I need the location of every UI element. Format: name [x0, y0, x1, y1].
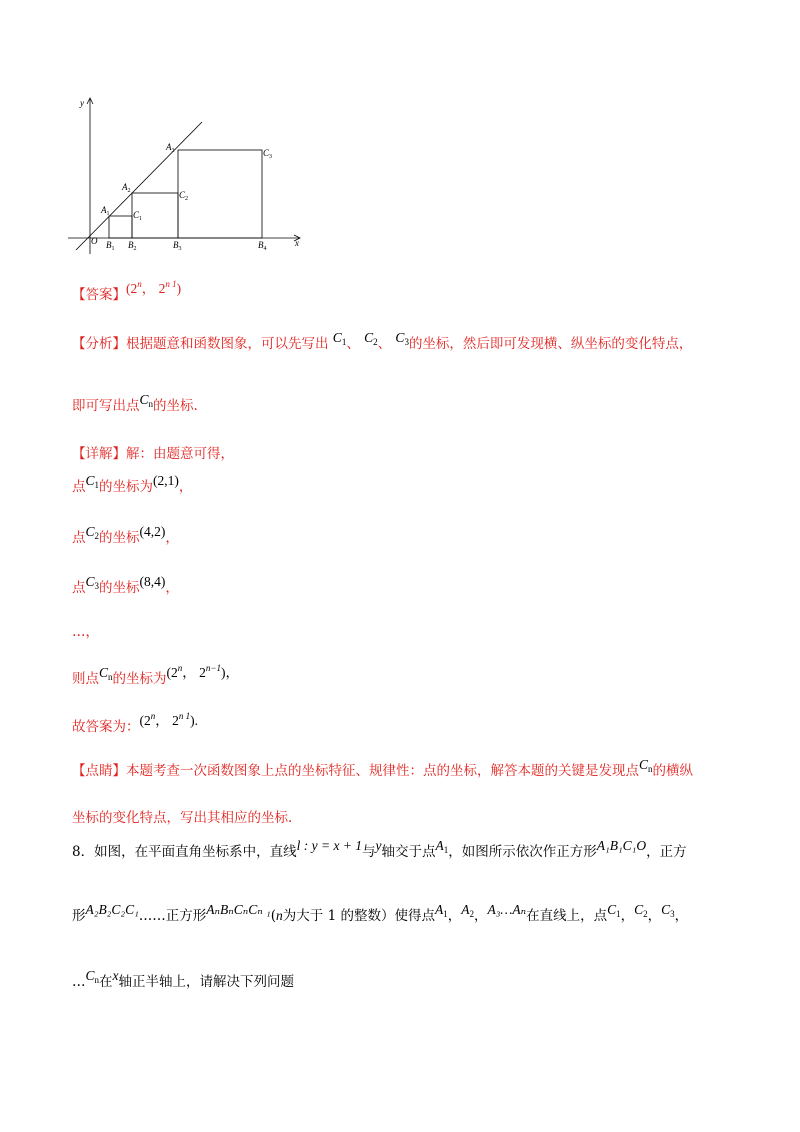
detail-line-answer: 故答案为：(2$^n$， $2^{n 1}$). [72, 711, 198, 735]
detail-line-cn: 则点$C_n$的坐标为(2$^n$， $2^{n-1}$)， [72, 663, 239, 687]
coordinate-figure [68, 92, 308, 262]
detail-line-c1: 点$C_1$的坐标为(2,1)， [72, 473, 193, 495]
label-A1: $A_1$ [101, 205, 110, 217]
axis-label-y: y [80, 98, 84, 108]
analysis-line-2: 即可写出点$C_n$的坐标. [72, 392, 198, 414]
square-1 [109, 216, 132, 238]
label-C2: $C_2$ [179, 190, 189, 202]
label-B2: $B_2$ [128, 240, 137, 252]
label-B4: $B_4$ [258, 240, 267, 252]
detail-line-c2: 点$C_2$的坐标(4,2)， [72, 524, 179, 546]
label-B3: $B_3$ [173, 240, 182, 252]
label-C1: $C_1$ [133, 210, 143, 222]
label-A3: $A_3$ [166, 142, 175, 154]
comment-line-1: 【点睛】本题考查一次函数图象上点的坐标特征、规律性：点的坐标，解答本题的关键是发现点$C_n$的横纵 [72, 757, 694, 779]
point-C3: $C_3$ [395, 330, 409, 347]
analysis-label: 【分析】 [72, 336, 126, 352]
label-B1: $B_1$ [106, 240, 115, 252]
answer-label: 【答案】 [72, 287, 126, 303]
analysis-line-1: 【分析】根据题意和函数图象，可以先写出 $C_1$、 $C_2$、 $C_3$的坐标，然后即可发现横、纵坐标的变化特点， [72, 330, 693, 352]
detail-line-ellipsis: …， [72, 624, 99, 640]
comment-label: 【点睛】 [72, 763, 126, 779]
label-C3: $C_3$ [263, 148, 273, 160]
line-equation: l : y = x + 1 [296, 838, 363, 853]
detail-label: 【详解】 [72, 446, 126, 462]
point-C2: $C_2$ [364, 330, 378, 347]
answer-value: (2$^n$， $2^{n 1}$) [126, 279, 182, 296]
origin-label: O [91, 236, 98, 246]
square-3 [178, 150, 262, 238]
point-C1: $C_1$ [332, 330, 347, 347]
problem8-line-3: $\dots C_n$在x轴正半轴上，请解决下列问题 [72, 968, 295, 990]
point-Cn: $C_n$ [139, 392, 154, 409]
axis-label-x: x [295, 238, 299, 248]
line-l [76, 122, 202, 250]
detail-line-intro: 【详解】解：由题意可得， [72, 446, 234, 462]
problem8-line-2: 形A₂B₂C₂C₁……正方形AₙBₙCₙCₙ ₁(n为大于 1 的整数）使得点$A_1$，$A_2$，A₃…Aₙ在直线上，点$C_1$，$C_2$，$C_3$， [72, 902, 689, 924]
answer-line [72, 280, 181, 305]
comment-line-2: 坐标的变化特点，写出其相应的坐标. [72, 810, 293, 826]
square-name-2: A₂B₂C₂C₁ [85, 902, 139, 917]
square-name-1: A₁B₁C₁O [596, 838, 647, 853]
problem8-line-1: 8．如图，在平面直角坐标系中，直线l : y = x + 1与y轴交于点$A_1$，如图所示依次作正方形A₁B₁C₁O，正方 [72, 838, 687, 860]
square-name-n: AₙBₙCₙCₙ ₁ [206, 902, 271, 917]
detail-line-c3: 点$C_3$的坐标(8,4)， [72, 574, 179, 596]
label-A2: $A_2$ [122, 182, 131, 194]
